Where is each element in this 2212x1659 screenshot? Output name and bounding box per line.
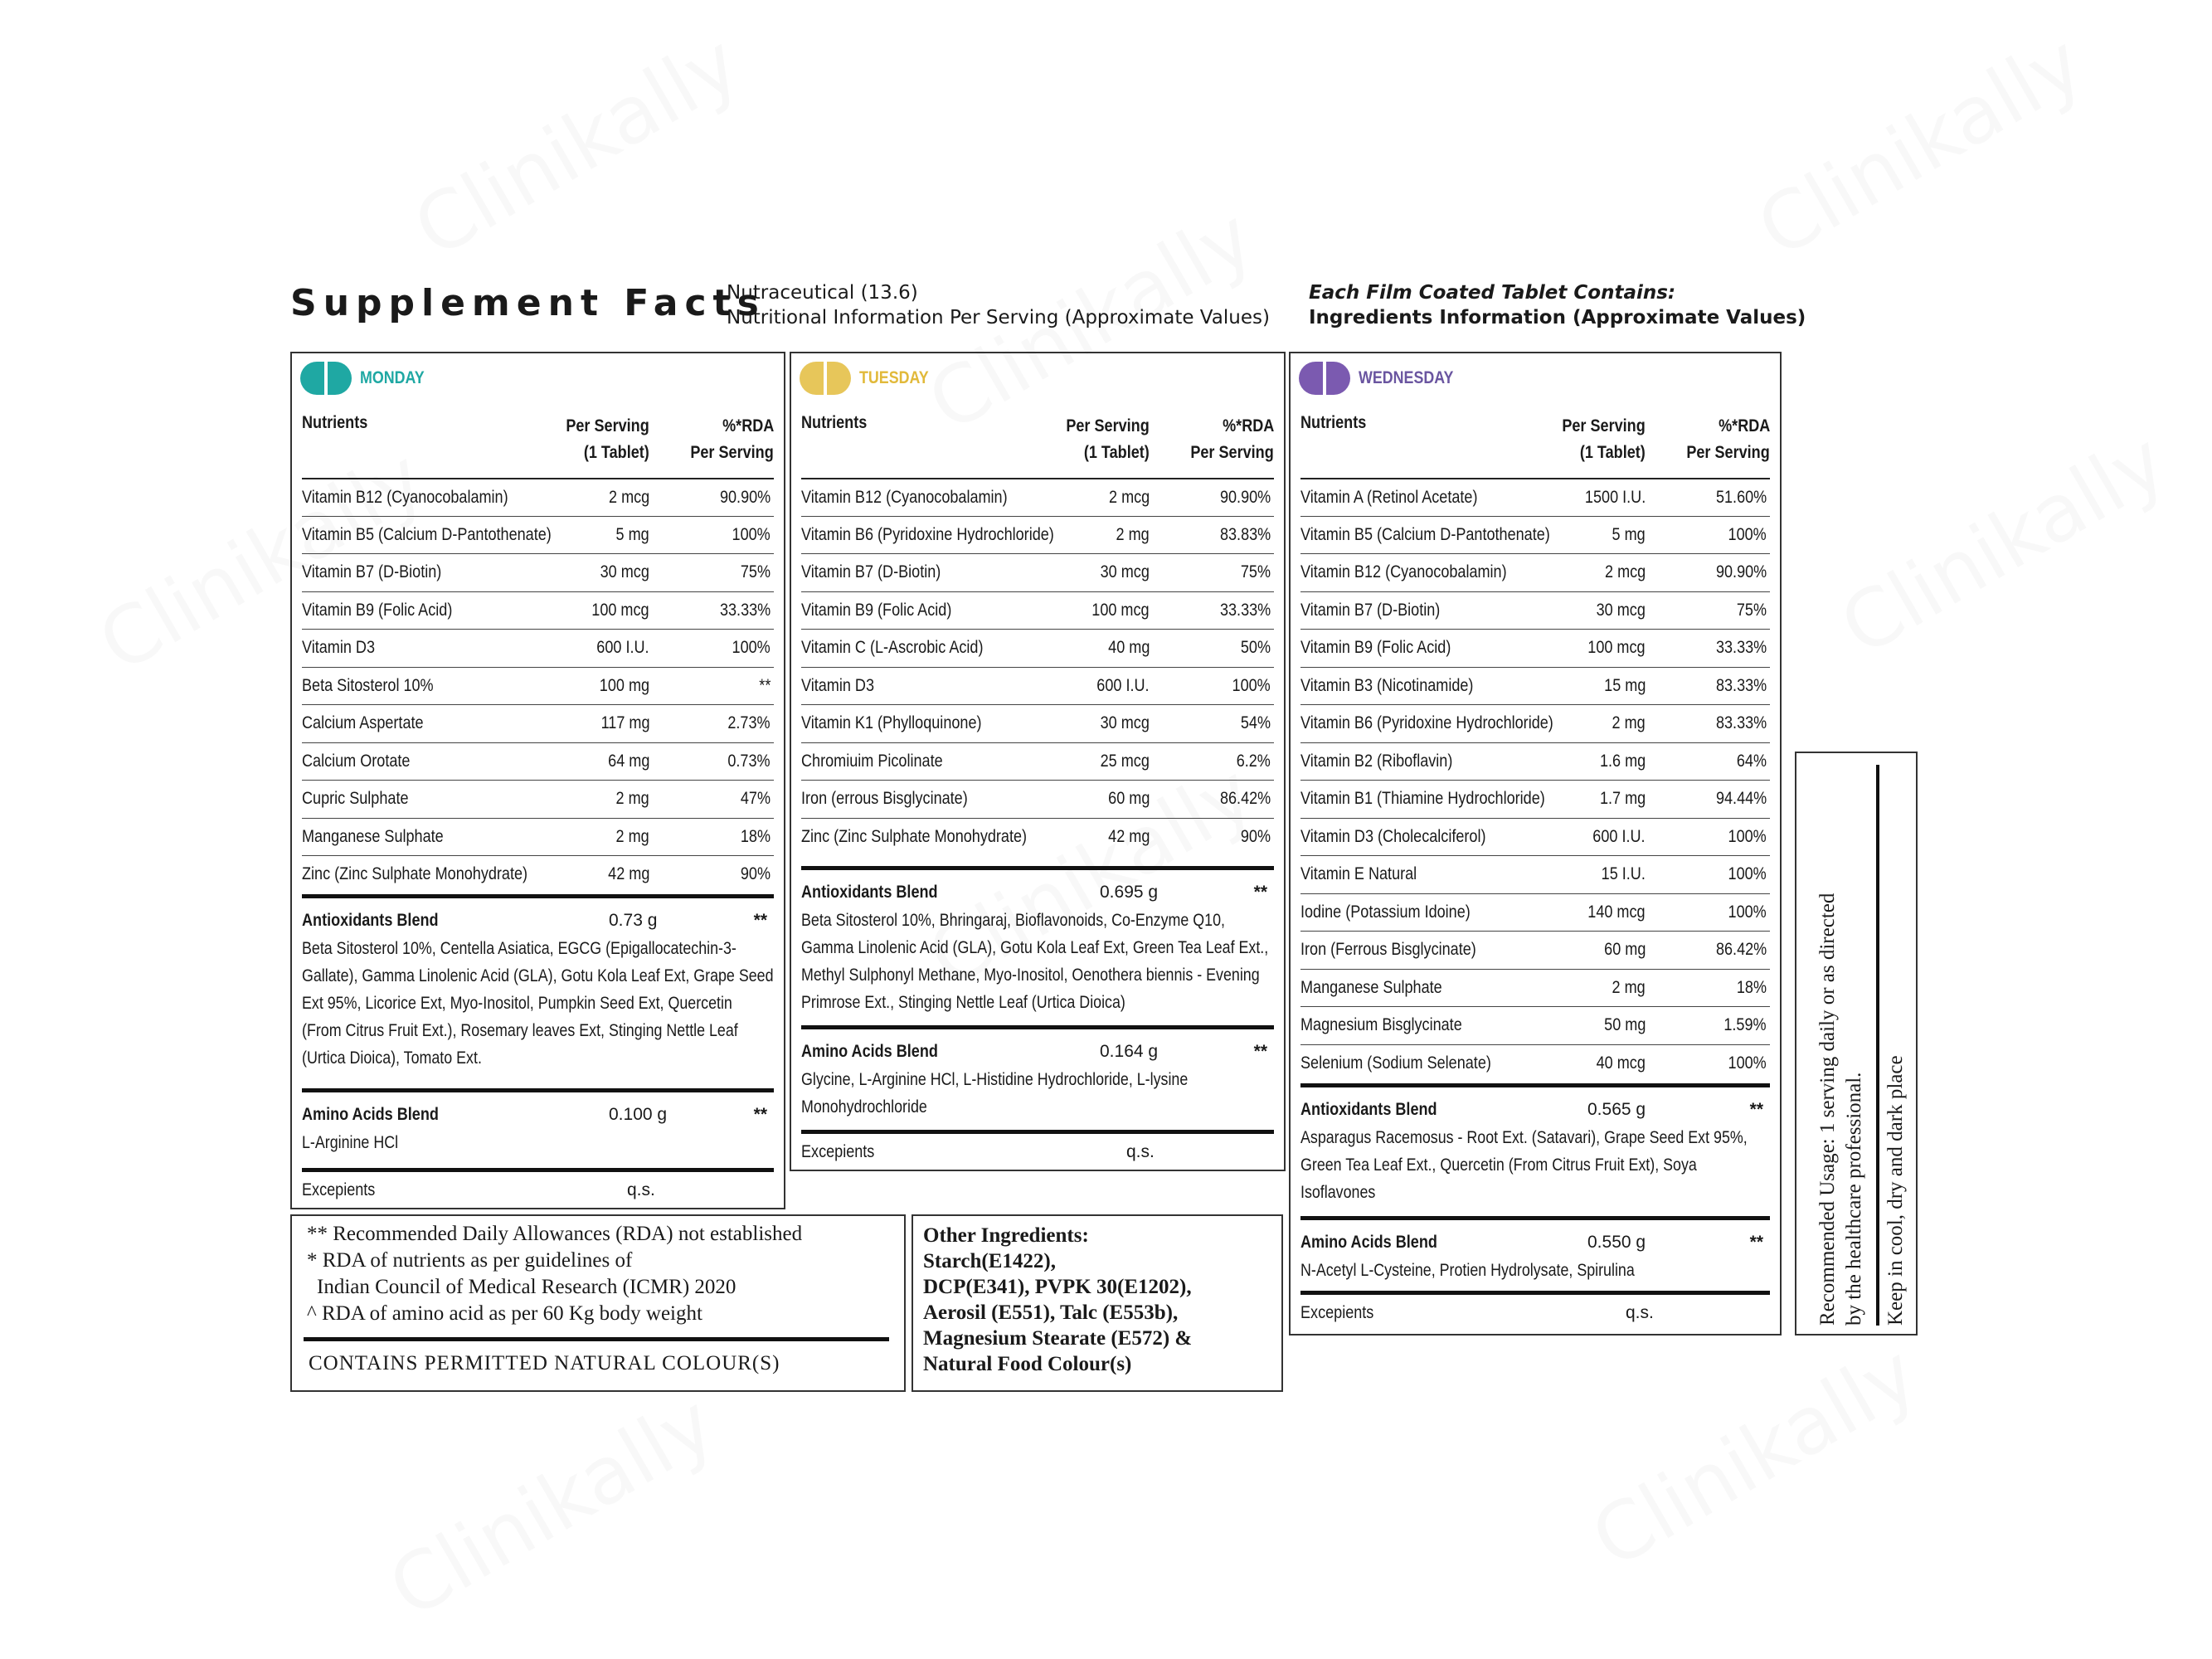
rda-value: 90.90% [1715,562,1767,581]
rda-value: 6.2% [1236,751,1271,771]
table-row [801,742,1274,781]
nutrient-name: Vitamin K1 (Phylloquinone) [801,713,982,732]
blend-rda: ** [753,911,767,930]
blend-amount: 0.164 g [1100,1042,1159,1061]
note-line: Indian Council of Medical Research (ICMR) 2020 [317,1276,737,1298]
blend-ingredients: Beta Sitosterol 10%, Bhringaraj, Bioflavonoids, Co-Enzyme Q10, Gamma Linolenic Acid (GLA), Gotu Kola Leaf Ext, Green Tea Leaf Ext., Methyl Sulphonyl Methane, Myo-Inositol, Oenothera biennis - Evening Primrose Ext., Stinging Nettle Leaf (Urtica Dioica) [801,911,1269,1012]
table-row [1300,742,1770,781]
day-header [800,360,941,397]
blend-name: Antioxidants Blend [801,883,938,902]
table-row [1300,969,1770,1007]
wednesday-panel [1289,352,1782,1335]
day-header [1299,360,1471,397]
rda-value: 83.83% [1219,524,1271,544]
divider [1876,765,1879,1326]
rda-value: 86.42% [1715,940,1767,959]
rda-value: ** [758,675,771,695]
table-row [1300,780,1770,818]
other-ingredients-line: Magnesium Stearate (E572) & [923,1327,1193,1350]
nutrient-rows [1300,478,1770,1082]
other-ingredients-line: Natural Food Colour(s) [923,1353,1132,1375]
nutrient-name: Iodine (Potassium Idoine) [1300,902,1471,922]
per-serving-value: 15 I.U. [1601,864,1646,883]
rda-value: 0.73% [727,751,771,771]
per-serving-value: 600 I.U. [1096,675,1150,695]
column-header-nutrients: Nutrients [302,413,368,432]
column-header-nutrients: Nutrients [1300,413,1367,432]
rda-value: 100% [1232,675,1271,695]
per-serving-value: 25 mcg [1100,751,1150,771]
per-serving-value: 5 mg [1612,524,1646,544]
nutrient-name: Vitamin B6 (Pyridoxine Hydrochloride) [1300,713,1553,732]
blend-rda: ** [753,1105,767,1124]
tablet-icon [800,362,851,395]
column-header-per-serving: Per Serving (1 Tablet) [566,416,649,462]
nutrient-name: Vitamin B7 (D-Biotin) [801,562,941,581]
rda-value: 2.73% [727,713,771,732]
per-serving-value: 42 mg [607,864,649,883]
table-row [1300,591,1770,630]
nutrient-name: Zinc (Zinc Sulphate Monohydrate) [302,864,528,883]
note-line: * RDA of nutrients as per guidelines of [307,1249,633,1272]
table-row [1300,855,1770,893]
other-ingredients-line: Aerosil (E551), Talc (E553b), [923,1301,1179,1324]
table-row [1300,1044,1770,1082]
excipients-value: q.s. [1126,1142,1155,1161]
blend-rda: ** [1253,1042,1267,1061]
table-header [801,413,1274,469]
nutrient-name: Vitamin A (Retinol Acetate) [1300,488,1478,507]
excipients-label: Excepients [1300,1303,1374,1322]
per-serving-value: 30 mcg [1100,713,1150,732]
day-name: WEDNESDAY [1359,368,1454,387]
table-row [801,591,1274,630]
blend-amount: 0.695 g [1100,883,1159,902]
blend-name: Antioxidants Blend [1300,1100,1437,1119]
excipients-row [1300,1291,1770,1327]
per-serving-value: 1.7 mg [1599,789,1646,808]
other-ingredients-line: Starch(E1422), [923,1250,1056,1272]
rda-value: 100% [1728,524,1767,544]
rda-value: 100% [732,524,771,544]
rda-value: 51.60% [1715,488,1767,507]
per-serving-value: 60 mg [1107,789,1150,808]
blend-name: Amino Acids Blend [302,1105,439,1124]
subtitle-line: Nutraceutical (13.6) [727,282,918,304]
nutrient-name: Vitamin C (L-Ascrobic Acid) [801,638,984,657]
table-row [302,742,774,781]
nutrient-name: Vitamin B12 (Cyanocobalamin) [801,488,1008,507]
per-serving-value: 30 mcg [600,562,649,581]
table-header [302,413,774,469]
watermark [1577,1327,1932,1586]
per-serving-value: 2 mg [1612,713,1646,732]
nutrient-name: Vitamin B9 (Folic Acid) [1300,638,1451,657]
table-row [1300,893,1770,932]
watermark [374,1377,730,1636]
rda-value: 90% [1240,826,1271,846]
nutrient-name: Iron (errous Bisglycinate) [801,789,968,808]
rda-notes [290,1214,906,1392]
blend-name: Antioxidants Blend [302,911,439,930]
nutrient-name: Chromiuim Picolinate [801,751,943,771]
tuesday-panel [790,352,1286,1171]
note-line: ^ RDA of amino acid as per 60 Kg body weight [307,1302,702,1325]
table-row [302,855,774,893]
table-row [302,478,774,516]
table-row [801,667,1274,705]
per-serving-value: 50 mg [1603,1015,1646,1034]
table-row [302,516,774,554]
blend-rda: ** [1749,1233,1763,1252]
nutrient-name: Cupric Sulphate [302,789,409,808]
nutrient-name: Magnesium Bisglycinate [1300,1015,1462,1034]
other-ingredients-label: Other Ingredients: [923,1224,1089,1247]
rda-value: 100% [1728,826,1767,846]
excipients-label: Excepients [302,1180,376,1199]
per-serving-value: 1.6 mg [1599,751,1646,771]
rda-value: 33.33% [1219,600,1271,620]
rda-value: 1.59% [1723,1015,1767,1034]
table-row [302,591,774,630]
blend-ingredients: Beta Sitosterol 10%, Centella Asiatica, EGCG (Epigallocatechin-3-Gallate), Gamma Linolenic Acid (GLA), Gotu Kola Leaf Ext, Grape Seed Ext 95%, Licorice Ext, Myo-Inositol, Pumpkin Seed Ext, Quercetin (From Citrus Fruit Ext.), Rosemary leaves Ext, Stinging Nettle Leaf (Urtica Dioica), Tomato Ext. [302,939,774,1068]
amino-acids-blend [302,1088,774,1156]
ingredients-header-line: Ingredients Information (Approximate Values) [1309,307,1806,328]
table-row [302,553,774,591]
column-header-per-serving: Per Serving (1 Tablet) [1562,416,1646,462]
per-serving-value: 42 mg [1107,826,1150,846]
blend-ingredients: Asparagus Racemosus - Root Ext. (Satavari), Grape Seed Ext 95%, Green Tea Leaf Ext., Quercetin (From Citrus Fruit Ext), Soya Isoflavones [1300,1128,1748,1202]
nutrient-name: Vitamin B2 (Riboflavin) [1300,751,1453,771]
rda-value: 18% [1736,977,1767,997]
other-ingredients [912,1214,1283,1392]
table-row [801,553,1274,591]
table-row [801,780,1274,818]
column-header-rda: %*RDA Per Serving [690,416,774,462]
per-serving-value: 117 mg [600,713,649,732]
rda-value: 64% [1736,751,1767,771]
nutrient-name: Vitamin B7 (D-Biotin) [1300,600,1441,620]
nutrient-name: Manganese Sulphate [302,826,444,846]
table-row [801,704,1274,742]
table-row [1300,818,1770,856]
subtitle-line: Nutritional Information Per Serving (Approximate Values) [727,307,1270,328]
table-row [1300,629,1770,667]
day-name: TUESDAY [859,368,929,387]
per-serving-value: 30 mcg [1100,562,1150,581]
rda-value: 90.90% [719,488,771,507]
nutrient-name: Manganese Sulphate [1300,977,1442,997]
per-serving-value: 15 mg [1603,675,1646,695]
table-row [1300,1006,1770,1044]
rda-value: 90% [740,864,771,883]
table-row [801,818,1274,856]
nutrient-name: Vitamin B3 (Nicotinamide) [1300,675,1474,695]
per-serving-value: 5 mg [615,524,649,544]
ingredients-header [1309,280,1806,330]
rda-value: 18% [740,826,771,846]
rda-value: 86.42% [1219,789,1271,808]
table-header [1300,413,1770,469]
rda-value: 100% [1728,902,1767,922]
watermark [1743,17,2098,275]
rda-value: 100% [732,638,771,657]
per-serving-value: 2 mcg [608,488,649,507]
table-row [1300,553,1770,591]
rda-value: 75% [740,562,771,581]
per-serving-value: 60 mg [1603,940,1646,959]
rda-value: 83.33% [1715,675,1767,695]
nutrient-name: Vitamin B12 (Cyanocobalamin) [1300,562,1507,581]
nutrient-name: Selenium (Sodium Selenate) [1300,1053,1491,1073]
per-serving-value: 2 mg [1116,524,1150,544]
tablet-icon [1299,362,1350,395]
nutrient-name: Vitamin D3 [302,638,376,657]
rda-value: 54% [1240,713,1271,732]
per-serving-value: 140 mcg [1587,902,1646,922]
note-line: ** Recommended Daily Allowances (RDA) not established [307,1223,803,1245]
column-header-rda: %*RDA Per Serving [1190,416,1274,462]
per-serving-value: 2 mg [615,789,649,808]
rda-value: 33.33% [719,600,771,620]
nutrient-name: Calcium Aspertate [302,713,424,732]
antioxidants-blend [1300,1083,1770,1206]
table-row [801,629,1274,667]
day-header [300,360,435,397]
rda-value: 75% [1240,562,1271,581]
table-row [801,478,1274,516]
table-row [1300,478,1770,516]
nutrient-name: Vitamin D3 (Cholecalciferol) [1300,826,1486,846]
rda-value: 100% [1728,864,1767,883]
nutrient-name: Vitamin B6 (Pyridoxine Hydrochloride) [801,524,1054,544]
per-serving-value: 2 mcg [1604,562,1646,581]
blend-rda: ** [1749,1100,1763,1119]
rda-value: 100% [1728,1053,1767,1073]
rda-value: 75% [1736,600,1767,620]
blend-rda: ** [1253,883,1267,902]
excipients-label: Excepients [801,1142,875,1161]
divider [304,1337,889,1341]
rda-value: 83.33% [1715,713,1767,732]
per-serving-value: 600 I.U. [1592,826,1646,846]
nutrient-rows [302,478,774,893]
nutrient-name: Vitamin B5 (Calcium D-Pantothenate) [302,524,552,544]
table-row [302,629,774,667]
nutrient-name: Vitamin B7 (D-Biotin) [302,562,442,581]
per-serving-value: 100 mcg [1091,600,1150,620]
rda-value: 50% [1240,638,1271,657]
other-ingredients-line: DCP(E341), PVPK 30(E1202), [923,1276,1192,1298]
column-header-nutrients: Nutrients [801,413,868,432]
table-row [1300,931,1770,969]
table-row [302,818,774,856]
usage-line: by the healthcare professional. [1843,1072,1865,1326]
blend-ingredients: Glycine, L-Arginine HCl, L-Histidine Hydrochloride, L-lysine Monohydrochloride [801,1070,1189,1117]
nutrient-name: Calcium Orotate [302,751,411,771]
antioxidants-blend [801,866,1274,1016]
nutrient-name: Beta Sitosterol 10% [302,675,434,695]
blend-amount: 0.73 g [609,911,658,930]
per-serving-value: 40 mcg [1596,1053,1646,1073]
blend-ingredients: L-Arginine HCl [302,1133,399,1152]
blend-name: Amino Acids Blend [801,1042,938,1061]
nutrient-rows [801,478,1274,855]
table-row [302,780,774,818]
nutrient-name: Vitamin B9 (Folic Acid) [801,600,952,620]
per-serving-value: 1500 I.U. [1584,488,1646,507]
antioxidants-blend [302,894,774,1072]
table-row [302,667,774,705]
excipients-row [302,1168,774,1204]
nutrient-name: Vitamin E Natural [1300,864,1417,883]
page-title: Supplement Facts [290,282,766,324]
nutrient-name: Vitamin B1 (Thiamine Hydrochloride) [1300,789,1545,808]
amino-acids-blend [801,1025,1274,1121]
rda-value: 90.90% [1219,488,1271,507]
nutrient-name: Vitamin D3 [801,675,875,695]
table-row [1300,667,1770,705]
column-header-per-serving: Per Serving (1 Tablet) [1066,416,1150,462]
table-row [1300,516,1770,554]
blend-amount: 0.565 g [1587,1100,1646,1119]
monday-panel [290,352,785,1209]
usage-box [1795,752,1918,1335]
blend-ingredients: N-Acetyl L-Cysteine, Protien Hydrolysate, Spirulina [1300,1261,1635,1280]
colour-statement: CONTAINS PERMITTED NATURAL COLOUR(S) [309,1352,780,1374]
excipients-value: q.s. [627,1180,655,1199]
storage-instruction: Keep in cool, dry and dark place [1884,1055,1907,1326]
blend-amount: 0.100 g [609,1105,668,1124]
watermark [399,17,755,275]
per-serving-value: 2 mg [1612,977,1646,997]
nutrient-name: Vitamin B5 (Calcium D-Pantothenate) [1300,524,1550,544]
tablet-icon [300,362,352,395]
usage-line: Recommended Usage: 1 serving daily or as directed [1816,893,1839,1326]
table-row [1300,704,1770,742]
nutrient-name: Iron (Ferrous Bisglycinate) [1300,940,1476,959]
per-serving-value: 2 mcg [1108,488,1150,507]
rda-value: 47% [740,789,771,808]
per-serving-value: 100 mg [599,675,649,695]
nutrient-name: Zinc (Zinc Sulphate Monohydrate) [801,826,1028,846]
per-serving-value: 100 mcg [1587,638,1646,657]
subtitle [727,280,1270,330]
per-serving-value: 600 I.U. [596,638,649,657]
excipients-value: q.s. [1626,1303,1654,1322]
blend-amount: 0.550 g [1587,1233,1646,1252]
nutrient-name: Vitamin B9 (Folic Acid) [302,600,453,620]
table-row [801,516,1274,554]
per-serving-value: 2 mg [615,826,649,846]
per-serving-value: 40 mg [1107,638,1150,657]
blend-name: Amino Acids Blend [1300,1233,1437,1252]
excipients-row [801,1130,1274,1166]
per-serving-value: 30 mcg [1596,600,1646,620]
ingredients-header-line: Each Film Coated Tablet Contains: [1309,282,1676,304]
table-row [302,704,774,742]
per-serving-value: 64 mg [607,751,649,771]
amino-acids-blend [1300,1216,1770,1284]
rda-value: 33.33% [1715,638,1767,657]
rda-value: 94.44% [1715,789,1767,808]
nutrient-name: Vitamin B12 (Cyanocobalamin) [302,488,508,507]
watermark [1826,415,2181,674]
per-serving-value: 100 mcg [591,600,649,620]
day-name: MONDAY [360,368,425,387]
column-header-rda: %*RDA Per Serving [1686,416,1770,462]
